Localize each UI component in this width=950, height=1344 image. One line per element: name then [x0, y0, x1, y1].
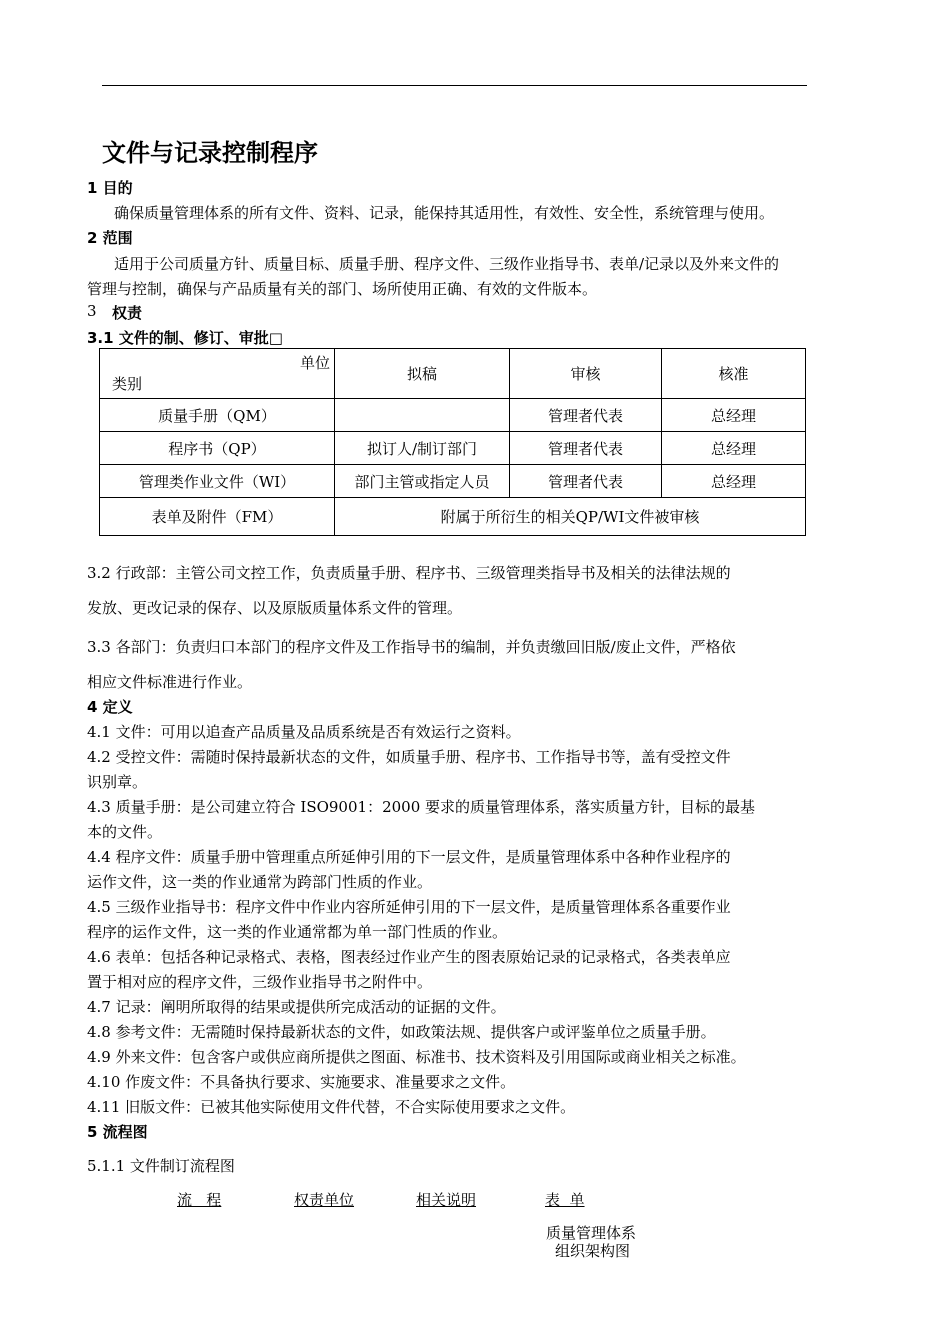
definition-line: 4.9 外来文件：包含客户或供应商所提供之图面、标准书、技术资料及引用国际或商业相关之标准。 — [87, 1048, 746, 1066]
section-4-heading: 4 定义 — [87, 698, 133, 716]
header-category: 类别 — [112, 375, 143, 393]
flow-col-process: 流 程 — [177, 1191, 222, 1209]
section-5-heading: 5 流程图 — [87, 1123, 148, 1141]
definition-line: 4.11 旧版文件：已被其他实际使用文件代替，不合实际使用要求之文件。 — [87, 1098, 576, 1116]
section-3-heading: 权责 — [112, 304, 143, 322]
row-category: 表单及附件（FM） — [100, 498, 335, 536]
row-category: 质量手册（QM） — [100, 399, 335, 432]
definition-line: 置于相对应的程序文件，三级作业指导书之附件中。 — [87, 973, 433, 991]
section-1-heading: 1 目的 — [87, 179, 133, 197]
section-2-text-line2: 管理与控制，确保与产品质量有关的部门、场所使用正确、有效的文件版本。 — [87, 280, 598, 298]
definition-line: 4.4 程序文件：质量手册中管理重点所延伸引用的下一层文件，是质量管理体系中各种作业程序的 — [87, 848, 731, 866]
flow-form-item-line1: 质量管理体系 — [546, 1224, 637, 1242]
responsibility-table — [99, 348, 806, 536]
table-row — [100, 465, 806, 498]
definition-line: 本的文件。 — [87, 823, 163, 841]
flow-form-item-line2: 组织架构图 — [555, 1242, 631, 1260]
section-3-3-line1: 3.3 各部门：负责归口本部门的程序文件及工作指导书的编制，并负责缴回旧版/废止文件，严格依 — [87, 638, 736, 656]
row-draft — [335, 399, 510, 432]
section-3-number: 3 — [87, 302, 97, 320]
flow-col-form: 表 单 — [545, 1191, 585, 1209]
definition-line: 4.8 参考文件：无需随时保持最新状态的文件，如政策法规、提供客户或评鉴单位之质量手册。 — [87, 1023, 716, 1041]
row-category: 程序书（QP） — [100, 432, 335, 465]
definition-line: 4.5 三级作业指导书：程序文件中作业内容所延伸引用的下一层文件，是质量管理体系各重要作业 — [87, 898, 731, 916]
definition-line: 识别章。 — [87, 773, 148, 791]
row-merged-note: 附属于所衍生的相关QP/WI文件被审核 — [335, 498, 806, 536]
section-2-text-line1: 适用于公司质量方针、质量目标、质量手册、程序文件、三级作业指导书、表单/记录以及外来文件的 — [114, 255, 780, 273]
section-3-1-heading: 3.1 文件的制、修订、审批□ — [87, 329, 283, 347]
row-review: 管理者代表 — [510, 465, 662, 498]
row-draft: 拟订人/制订部门 — [335, 432, 510, 465]
table-row — [100, 399, 806, 432]
table-header-row — [100, 349, 806, 399]
section-3-3-line2: 相应文件标准进行作业。 — [87, 673, 253, 691]
row-category: 管理类作业文件（WI） — [100, 465, 335, 498]
row-approve: 总经理 — [662, 399, 806, 432]
row-approve: 总经理 — [662, 432, 806, 465]
definition-line: 4.7 记录：阐明所取得的结果或提供所完成活动的证据的文件。 — [87, 998, 506, 1016]
section-2-heading: 2 范围 — [87, 229, 133, 247]
row-draft: 部门主管或指定人员 — [335, 465, 510, 498]
section-1-text: 确保质量管理体系的所有文件、资料、记录，能保持其适用性，有效性、安全性，系统管理与使用。 — [114, 204, 775, 222]
table-row — [100, 498, 806, 536]
definition-line: 4.3 质量手册：是公司建立符合 ISO9001：2000 要求的质量管理体系，落实质量方针，目标的最基 — [87, 798, 756, 816]
header-unit-category-cell — [100, 349, 335, 399]
flow-col-description: 相关说明 — [416, 1191, 477, 1209]
section-3-2-line2: 发放、更改记录的保存、以及原版质量体系文件的管理。 — [87, 599, 463, 617]
header-review: 审核 — [510, 349, 662, 399]
definition-line: 4.2 受控文件：需随时保持最新状态的文件，如质量手册、程序书、工作指导书等，盖有受控文件 — [87, 748, 731, 766]
row-approve: 总经理 — [662, 465, 806, 498]
page-title: 文件与记录控制程序 — [102, 139, 318, 167]
row-review: 管理者代表 — [510, 399, 662, 432]
header-draft: 拟稿 — [335, 349, 510, 399]
header-rule — [102, 85, 807, 86]
definition-line: 4.10 作废文件：不具备执行要求、实施要求、准量要求之文件。 — [87, 1073, 516, 1091]
header-unit: 单位 — [299, 354, 330, 372]
header-approve: 核准 — [662, 349, 806, 399]
flowchart-subtitle: 5.1.1 文件制订流程图 — [87, 1157, 235, 1175]
definition-line: 运作文件，这一类的作业通常为跨部门性质的作业。 — [87, 873, 433, 891]
table-row — [100, 432, 806, 465]
definition-line: 4.1 文件：可用以追查产品质量及品质系统是否有效运行之资料。 — [87, 723, 521, 741]
definition-line: 程序的运作文件，这一类的作业通常都为单一部门性质的作业。 — [87, 923, 508, 941]
row-review: 管理者代表 — [510, 432, 662, 465]
definition-line: 4.6 表单：包括各种记录格式、表格，图表经过作业产生的图表原始记录的记录格式，各类表单应 — [87, 948, 731, 966]
flow-col-responsible-unit: 权责单位 — [294, 1191, 355, 1209]
section-3-2-line1: 3.2 行政部：主管公司文控工作，负责质量手册、程序书、三级管理类指导书及相关的法律法规的 — [87, 564, 731, 582]
